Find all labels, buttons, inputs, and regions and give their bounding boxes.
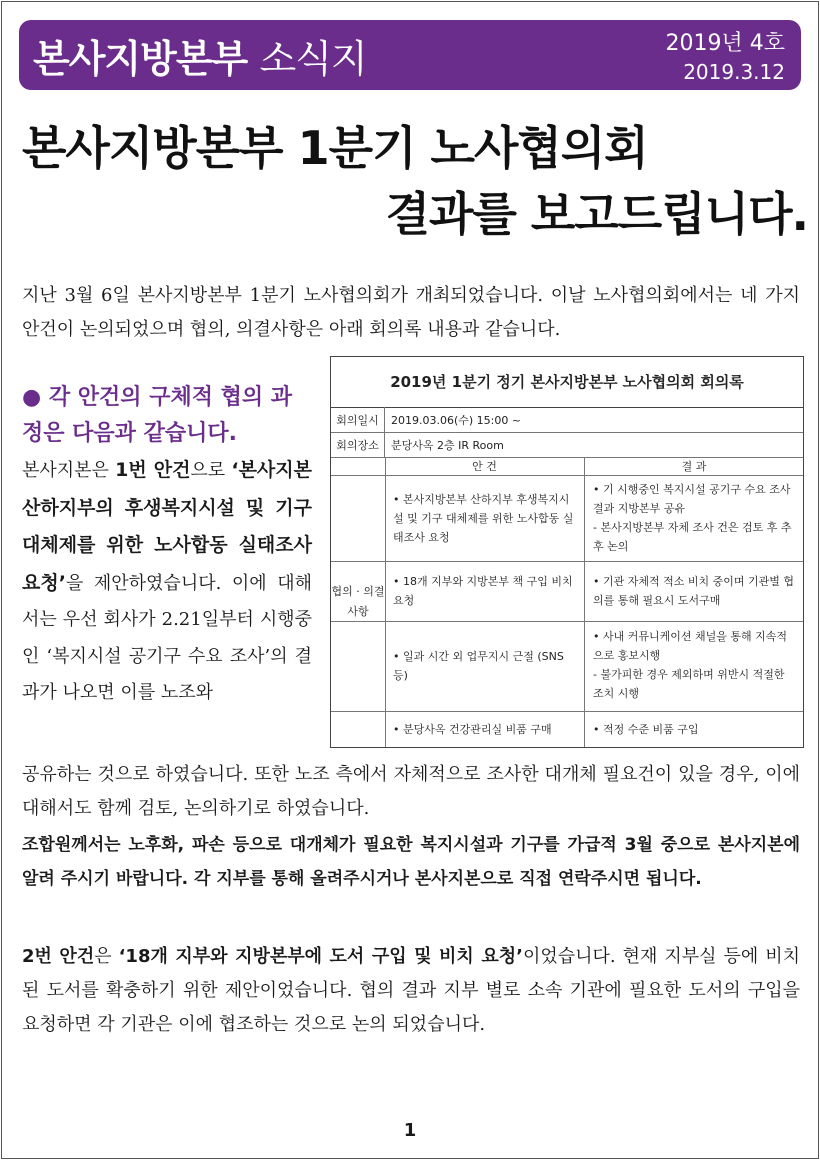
item2-text-mid: 은 xyxy=(94,946,119,967)
minutes-place-value: 분당사옥 2층 IR Room xyxy=(391,438,504,452)
bullet-icon: ● xyxy=(22,385,42,410)
agenda-text: • 일과 시간 외 업무지시 근절 (SNS 등) xyxy=(393,650,564,682)
agenda-text: • 분당사옥 건강관리실 비품 구매 xyxy=(393,722,552,736)
section-heading xyxy=(22,380,312,452)
minutes-agenda-cell xyxy=(385,711,585,747)
minutes-result-cell xyxy=(585,561,803,621)
item1-text-mid: 으로 xyxy=(190,460,232,481)
result-note: - 불가피한 경우 제외하며 위반시 적절한 조치 시행 xyxy=(593,668,785,700)
request-paragraph: 조합원께서는 노후화, 파손 등으로 대개체가 필요한 복지시설과 기구를 가급적 3월 중으로 본사지본에 알려 주시기 바랍니다. 각 지부를 통해 올려주시거나 본사지본으로 직접 연락주시면 됩니다. xyxy=(22,835,800,889)
meeting-minutes-table xyxy=(330,356,804,748)
item2-paragraph xyxy=(22,940,800,1042)
minutes-place-label: 회의장소 xyxy=(331,432,385,457)
minutes-agenda-cell xyxy=(385,621,585,711)
minutes-result-cell xyxy=(585,711,803,747)
minutes-place-row xyxy=(331,432,803,458)
minutes-row xyxy=(331,711,803,747)
minutes-row xyxy=(331,475,803,562)
intro-paragraph: 지난 3월 6일 본사지방본부 1분기 노사협의회가 개최되었습니다. 이날 노사협의회에서는 네 가지 안건이 논의되었으며 협의, 의결사항은 아래 회의록 내용과 같습니다. xyxy=(22,285,800,340)
minutes-row xyxy=(331,561,803,622)
item1-text-pre: 본사지본은 xyxy=(22,460,116,481)
headline-line-2: 결과를 보고드립니다. xyxy=(385,187,808,241)
minutes-agenda-header: 안 건 xyxy=(385,457,585,475)
result-text: • 사내 커뮤니케이션 채널을 통해 지속적으로 홍보시행 xyxy=(593,630,787,662)
minutes-result-cell xyxy=(585,475,803,561)
minutes-result-cell xyxy=(585,621,803,711)
minutes-agenda-cell xyxy=(385,561,585,621)
item1-paragraph xyxy=(22,452,312,712)
minutes-date-row xyxy=(331,407,803,433)
minutes-date-label: 회의일시 xyxy=(331,407,385,432)
item2-label: 2번 안건 xyxy=(22,946,95,967)
page-number: 1 xyxy=(403,1120,417,1141)
result-text: • 기관 자체적 적소 비치 중이며 기관별 협의를 통해 필요시 도서구매 xyxy=(593,575,794,607)
brand-name: 본사지방본부 xyxy=(33,37,248,81)
item2-text-post: 이었습니다. 현재 지부실 등에 비치된 도서를 확충하기 위한 제안이었습니다. 협의 결과 지부 별로 소속 기관에 필요한 도서의 구입을 요청하면 각 기관은 이에 협조하는 것으로 논의 되었습니다. xyxy=(22,946,800,1035)
item1-label: 1번 안건 xyxy=(115,459,191,481)
item1-title: ‘본사지본 산하지부의 후생복지시설 및 기구 대체제를 위한 노사합동 실태조사 요청’ xyxy=(22,459,312,594)
minutes-date-value: 2019.03.06(수) 15:00 ~ xyxy=(391,413,522,427)
newsletter-brand xyxy=(33,28,367,83)
minutes-row xyxy=(331,621,803,712)
result-text: • 적정 수준 비품 구입 xyxy=(593,722,699,736)
issue-number: 2019년 4호 xyxy=(665,31,785,56)
section-heading-text: 각 안건의 구체적 협의 과정은 다음과 같습니다. xyxy=(22,385,293,446)
issue-date: 2019.3.12 xyxy=(683,60,785,84)
item2-title: ‘18개 지부와 지방본부에 도서 구입 및 비치 요청’ xyxy=(118,946,523,967)
newsletter-header xyxy=(19,20,801,90)
minutes-issues-label: 협의 · 의결 사항 xyxy=(331,457,386,747)
agenda-text: • 본사지방본부 산하지부 후생복지시설 및 기구 대체제를 위한 노사합동 실태조사 요청 xyxy=(393,492,574,544)
continuation-paragraph: 공유하는 것으로 하였습니다. 또한 노조 측에서 자체적으로 조사한 대개체 필요건이 있을 경우, 이에 대해서도 함께 검토, 논의하기로 하였습니다. xyxy=(22,764,800,819)
agenda-discussion-column xyxy=(22,380,312,712)
agenda-text: • 18개 지부와 지방본부 책 구입 비치 요청 xyxy=(393,575,573,607)
result-note: - 본사지방본부 자체 조사 건은 검토 후 추후 논의 xyxy=(593,521,792,553)
brand-subtitle: 소식지 xyxy=(259,37,367,81)
item1-text-post: 을 제안하였습니다. 이에 대해서는 우선 회사가 2.21일부터 시행중인 ‘복지시설 공기구 수요 조사’의 결과가 나오면 이를 노조와 xyxy=(22,572,312,703)
result-text: • 기 시행중인 복지시설 공기구 수요 조사 결과 지방본부 공유 xyxy=(593,483,791,515)
minutes-agenda-cell xyxy=(385,475,585,561)
minutes-column-header xyxy=(331,457,803,476)
minutes-title: 2019년 1분기 정기 본사지방본부 노사협의회 회의록 xyxy=(331,357,803,408)
headline-line-1: 본사지방본부 1분기 노사협의회 xyxy=(22,121,648,175)
minutes-result-header: 결 과 xyxy=(681,460,707,473)
